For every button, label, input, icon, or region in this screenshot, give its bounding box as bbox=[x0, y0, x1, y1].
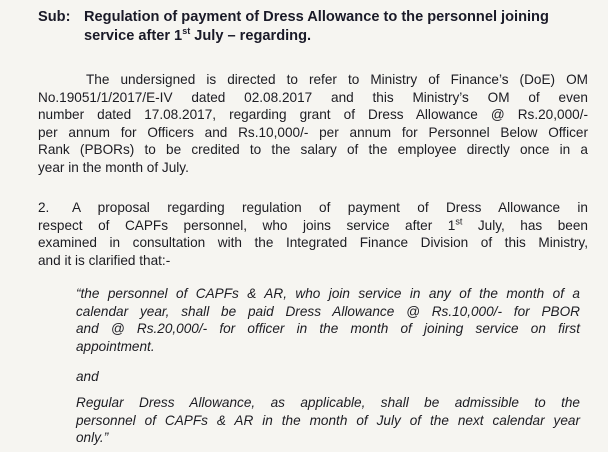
quoted-clarification bbox=[76, 285, 580, 355]
paragraph-1-line: per annum for Officers and Rs.10,000/- per annum for Personnel Below Officer bbox=[38, 124, 588, 140]
paragraph-2-superscript: st bbox=[455, 216, 463, 227]
paragraph-2-line: and it is clarified that:- bbox=[38, 252, 171, 268]
quote-line: appointment. bbox=[76, 338, 155, 354]
subject-heading bbox=[38, 8, 590, 46]
paragraph-1-line: Rank (PBORs) to be credited to the salary of the employee directly once in a bbox=[38, 142, 588, 158]
paragraph-1-line: year in the month of July. bbox=[38, 159, 189, 175]
paragraph-1-line: number dated 17.08.2017, regarding grant of Dress Allowance @ Rs.20,000/- bbox=[38, 107, 588, 123]
quote-line: calendar year, shall be paid Dress Allowance @ Rs.10,000/- for PBOR bbox=[76, 303, 580, 319]
quote-line: and @ Rs.20,000/- for officer in the month of joining service on first bbox=[76, 321, 580, 337]
quote-conjunction bbox=[76, 368, 580, 386]
quote-line: Regular Dress Allowance, as applicable, shall be admissible to the bbox=[76, 395, 580, 410]
subject-line-2-tail: July – regarding. bbox=[190, 28, 312, 44]
quote-and: and bbox=[76, 369, 99, 384]
subject-superscript: st bbox=[182, 26, 191, 37]
paragraph-2-line-1-text: A proposal regarding regulation of payment of Dress Allowance in bbox=[72, 200, 588, 215]
paragraph-2 bbox=[38, 199, 588, 269]
paragraph-2-line bbox=[38, 217, 588, 235]
paragraph-number: 2. bbox=[38, 200, 50, 215]
paragraph-2-line-2-text: respect of CAPFs personnel, who joins service after 1 bbox=[38, 217, 456, 233]
paragraph-1-line: The undersigned is directed to refer to Ministry of Finance’s (DoE) OM bbox=[86, 72, 588, 87]
quote-line: only.” bbox=[76, 430, 109, 446]
quote-line: personnel of CAPFs & AR in the month of July of the next calendar year bbox=[76, 412, 580, 428]
quote-line: “the personnel of CAPFs & AR, who join service in any of the month of a bbox=[76, 286, 580, 301]
subject-line-1: Regulation of payment of Dress Allowance to the personnel joining bbox=[84, 9, 549, 25]
paragraph-2-line: examined in consultation with the Integrated Finance Division of this Ministry, bbox=[38, 235, 588, 251]
paragraph-2-line bbox=[38, 199, 588, 217]
paragraph-2-line-2-tail: July, has been bbox=[462, 217, 588, 233]
paragraph-1-line: No.19051/1/2017/E-IV dated 02.08.2017 and this Ministry’s OM of even bbox=[38, 89, 588, 105]
subject-line-2-text: service after 1 bbox=[84, 28, 183, 44]
paragraph-1 bbox=[38, 71, 588, 177]
subject-label: Sub: bbox=[38, 9, 71, 25]
quoted-regular-allowance bbox=[76, 394, 580, 447]
subject-line-2 bbox=[38, 27, 590, 46]
